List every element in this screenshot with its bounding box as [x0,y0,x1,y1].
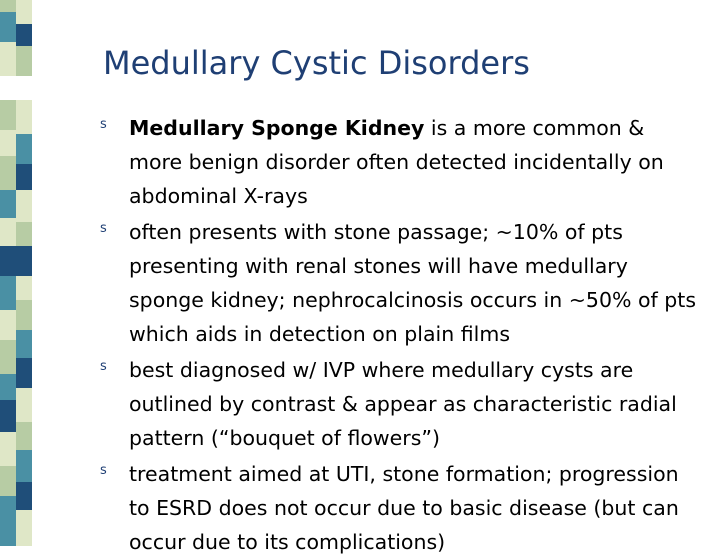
bullet-item [100,353,700,455]
bullet-text: best diagnosed w/ IVP where medullary cysts are outlined by contrast & appear as characteristic radial pattern (“bouquet of flowers”) [129,358,677,450]
bullet-item [100,457,700,559]
bullet-item [100,215,700,351]
bullet-term: Medullary Sponge Kidney [129,116,425,140]
slide-title: Medullary Cystic Disorders [103,44,530,82]
bullet-marker: s [100,463,107,478]
bullet-marker: s [100,117,107,132]
bullet-text: treatment aimed at UTI, stone formation; progression to ESRD does not occur due to basic disease (but can occur due to its complications) [129,462,679,554]
bullet-marker: s [100,359,107,374]
decorative-stripe [0,0,32,546]
bullet-item [100,111,700,213]
bullet-list [100,111,700,559]
bullet-text: often presents with stone passage; ~10% of pts presenting with renal stones will have medullary sponge kidney; nephrocalcinosis occurs in ~50% of pts which aids in detection on plain films [129,220,697,346]
bullet-text: is a more common & more benign disorder often detected incidentally on abdominal X-rays [129,116,664,208]
bullet-marker: s [100,221,107,236]
